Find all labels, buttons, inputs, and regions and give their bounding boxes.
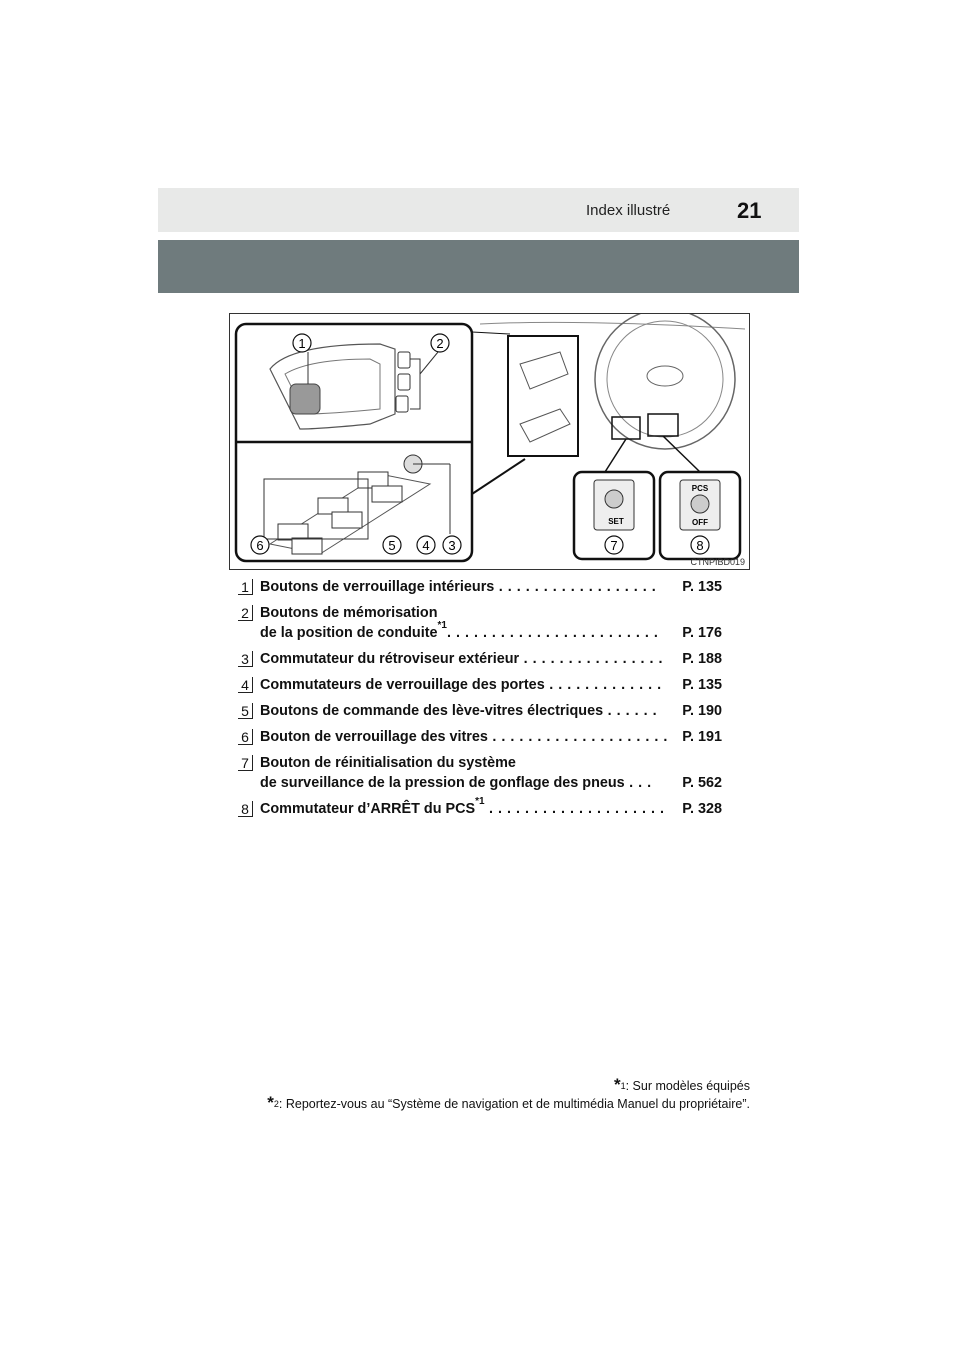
entry-label: Boutons de mémorisation	[260, 605, 438, 621]
connector-lower	[472, 459, 525, 494]
entry-number: 1	[238, 579, 253, 595]
off-label: OFF	[692, 518, 708, 527]
footnote-text: : Reportez-vous au “Système de navigation et de multimédia Manuel du propriétaire”.	[278, 1097, 750, 1111]
index-entry	[238, 675, 728, 695]
window-switch-b	[372, 486, 402, 502]
footnote	[267, 1077, 750, 1095]
footnote-marker: *	[613, 1075, 621, 1094]
leader-8-zoom	[663, 436, 700, 472]
entry-label: Commutateur du rétroviseur extérieur	[260, 651, 520, 667]
pcs-off-button	[691, 495, 709, 513]
illustration-figure	[229, 313, 750, 570]
callout-6-label: 6	[256, 538, 264, 553]
entry-number: 7	[238, 755, 253, 771]
header-band	[158, 188, 799, 232]
entry-line	[238, 649, 728, 669]
set-zoom-frame	[612, 417, 640, 439]
entry-number: 6	[238, 729, 253, 745]
index-entry	[238, 796, 728, 819]
entry-label: Boutons de commande des lève-vitres électriques	[260, 703, 604, 719]
entry-label: Bouton de verrouillage des vitres	[260, 729, 488, 745]
door-zoom-handle	[520, 352, 568, 389]
entry-line	[238, 773, 728, 793]
entry-number: 4	[238, 677, 253, 693]
entry-line	[238, 620, 728, 643]
page-reference[interactable]: P. 190	[682, 703, 722, 719]
window-switch-d	[332, 512, 362, 528]
steering-logo	[647, 366, 683, 386]
leader-dots: . . . . . .	[603, 703, 658, 719]
entry-number: 8	[238, 801, 253, 817]
entry-line	[238, 701, 728, 721]
index-entry	[238, 701, 728, 721]
pcs-label: PCS	[691, 484, 709, 493]
footnote-ref[interactable]: *1	[437, 620, 447, 631]
car-interior-illustration	[230, 314, 751, 571]
footnotes	[267, 1077, 750, 1113]
callout-3-label: 3	[448, 538, 456, 553]
page-reference[interactable]: P. 135	[682, 677, 722, 693]
memory-button-2	[398, 374, 410, 390]
pcs-zoom-frame	[648, 414, 678, 436]
callout-1-label: 1	[298, 336, 306, 351]
entry-number: 2	[238, 605, 253, 621]
entry-label: Commutateurs de verrouillage des portes	[260, 677, 545, 693]
dashboard-line	[480, 322, 745, 329]
entry-line	[238, 753, 728, 773]
entry-line	[238, 796, 728, 819]
entry-line	[238, 675, 728, 695]
index-entry	[238, 753, 728, 793]
leader-dots: . . . . . . . . . . . . . . . . . . . .	[484, 801, 665, 817]
footnote-ref[interactable]: *1	[475, 796, 485, 807]
inside-lock-button	[290, 384, 320, 414]
connector-upper	[472, 332, 510, 334]
page-reference[interactable]: P. 176	[682, 625, 722, 641]
section-title: Index illustré	[586, 202, 671, 219]
leader-7-zoom	[605, 439, 626, 472]
callout-4-label: 4	[422, 538, 430, 553]
entry-label: Boutons de verrouillage intérieurs	[260, 579, 495, 595]
window-switch-f	[292, 538, 322, 554]
page-number: 21	[737, 198, 762, 223]
index-entry	[238, 649, 728, 669]
set-label: SET	[608, 517, 624, 526]
leader-dots: . . . . . . . . . . . . . . . . . . . .	[487, 729, 668, 745]
page-reference[interactable]: P. 328	[682, 801, 722, 817]
footnote-index: 1	[620, 1081, 626, 1091]
entry-number: 5	[238, 703, 253, 719]
callout-2-label: 2	[436, 336, 444, 351]
entry-label: Bouton de réinitialisation du système	[260, 755, 516, 771]
entry-label: de la position de conduite	[260, 625, 438, 641]
memory-button-1	[398, 352, 410, 368]
figure-code: CTNPIBD019	[690, 557, 745, 567]
footnote-index: 2	[273, 1099, 279, 1109]
page-reference[interactable]: P. 188	[682, 651, 722, 667]
memory-button-set	[396, 396, 408, 412]
door-zoom-switches	[520, 409, 570, 442]
steering-wheel	[595, 314, 735, 449]
entry-line	[238, 603, 728, 623]
leader-dots: . . . . . . . . . . . . . . . .	[519, 651, 664, 667]
footnote-marker: *	[267, 1093, 274, 1112]
entry-label: Commutateur d’ARRÊT du PCS	[260, 801, 476, 817]
callout-8-label: 8	[696, 538, 704, 553]
index-entries	[238, 577, 728, 825]
tpms-set-button	[605, 490, 623, 508]
index-entry	[238, 727, 728, 747]
entry-number: 3	[238, 651, 253, 667]
footnote-text: : Sur modèles équipés	[625, 1079, 750, 1093]
steering-wheel-inner	[607, 321, 723, 437]
index-entry	[238, 577, 728, 597]
page-reference[interactable]: P. 562	[682, 775, 722, 791]
leader-dots: . . . . . . . . . . . . .	[544, 677, 662, 693]
leader-dots: . . . . . . . . . . . . . . . . . . . . . . . .	[446, 625, 659, 641]
page-reference[interactable]: P. 135	[682, 579, 722, 595]
leader-dots: . . .	[624, 775, 652, 791]
chapter-bar	[158, 240, 799, 293]
callout-7-label: 7	[610, 538, 618, 553]
leader-dots: . . . . . . . . . . . . . . . . . .	[494, 579, 657, 595]
entry-label: de surveillance de la pression de gonflage des pneus	[260, 775, 625, 791]
page-reference[interactable]: P. 191	[682, 729, 722, 745]
callout-5-label: 5	[388, 538, 396, 553]
entry-line	[238, 727, 728, 747]
footnote	[267, 1095, 750, 1113]
entry-line	[238, 577, 728, 597]
door-zoom-frame	[508, 336, 578, 456]
index-entry	[238, 603, 728, 643]
